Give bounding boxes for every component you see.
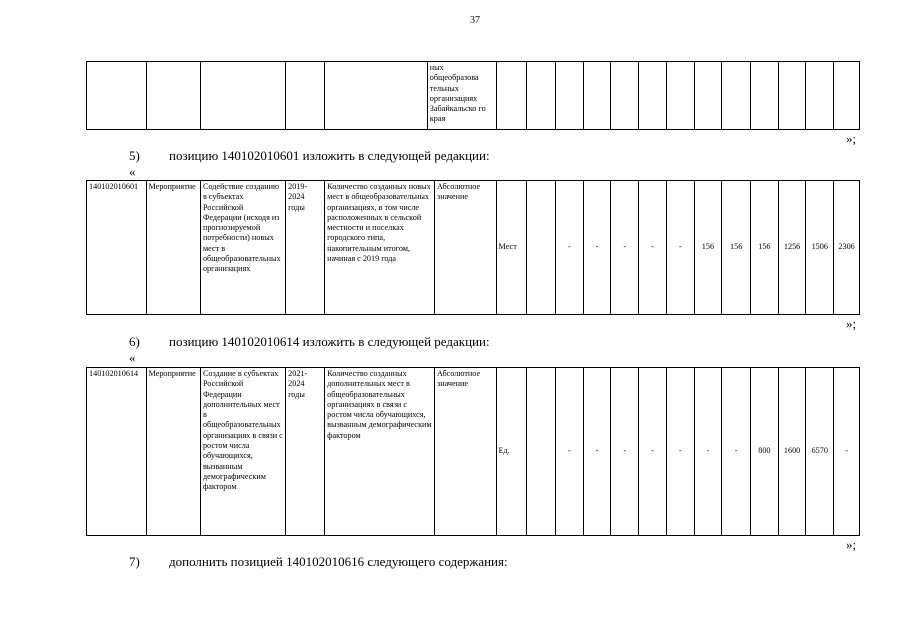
value-cell: 6570	[806, 368, 834, 536]
measure-cell: Абсолютное значение	[434, 181, 496, 315]
cell	[496, 62, 527, 130]
unit-cell: Ед.	[496, 368, 527, 536]
indicator-cell: ных общеобразова тельных организациях Забайкальско го края	[427, 62, 496, 130]
closing-quote: »;	[846, 316, 857, 331]
value-cell: -	[666, 181, 694, 315]
cell	[87, 62, 147, 130]
opening-quote: «	[129, 164, 136, 179]
cell	[834, 62, 860, 130]
period-cell: 2021-2024 годы	[286, 368, 325, 536]
value-cell	[527, 368, 556, 536]
value-cell: 1506	[806, 181, 834, 315]
item-7	[129, 554, 508, 570]
value-cell: -	[639, 181, 667, 315]
measure-cell: Абсолютное значение	[434, 368, 496, 536]
value-cell	[527, 181, 556, 315]
cell	[694, 62, 722, 130]
item-number: 6)	[129, 334, 140, 349]
item-5	[129, 148, 490, 164]
item-number: 7)	[129, 554, 140, 569]
value-cell: -	[583, 181, 611, 315]
item-text: дополнить позицией 140102010616 следующего содержания:	[169, 554, 508, 569]
value-cell: -	[834, 368, 860, 536]
item-text: позицию 140102010614 изложить в следующей редакции:	[169, 334, 490, 349]
cell	[325, 62, 428, 130]
cell	[556, 62, 584, 130]
value-cell: 1600	[778, 368, 806, 536]
cell	[722, 62, 751, 130]
value-cell: -	[722, 368, 751, 536]
value-cell: 1256	[778, 181, 806, 315]
value-cell: 156	[694, 181, 722, 315]
cell	[146, 62, 200, 130]
closing-quote: »;	[846, 537, 857, 552]
item-text: позицию 140102010601 изложить в следующей редакции:	[169, 148, 490, 163]
cell	[806, 62, 834, 130]
value-cell: -	[556, 181, 584, 315]
value-cell: 2306	[834, 181, 860, 315]
name-cell: Содействие созданию в субъектах Российской Федерации (исходя из прогнозируемой потребности) новых мест в общеобразовательных организациях	[200, 181, 285, 315]
value-cell: -	[556, 368, 584, 536]
code-cell: 140102010601	[87, 181, 147, 315]
value-cell: 800	[751, 368, 779, 536]
item-6	[129, 334, 490, 350]
value-cell: -	[583, 368, 611, 536]
value-cell: 156	[751, 181, 779, 315]
value-cell: -	[666, 368, 694, 536]
name-cell: Создание в субъектах Российской Федерации дополнительных мест в общеобразовательных организациях в связи с ростом числа обучающихся, вызванным демографическим фактором	[200, 368, 285, 536]
value-cell: -	[694, 368, 722, 536]
cell	[200, 62, 285, 130]
table-position-601	[86, 180, 860, 315]
unit-cell: Мест	[496, 181, 527, 315]
opening-quote: «	[129, 350, 136, 365]
indicator-cell: Количество созданных дополнительных мест в общеобразовательных организациях в связи с ростом числа обучающихся, вызванным демографическим фактором	[325, 368, 435, 536]
table-position-614	[86, 367, 860, 536]
value-cell: 156	[722, 181, 751, 315]
cell	[527, 62, 556, 130]
value-cell: -	[639, 368, 667, 536]
closing-quote: »;	[846, 131, 857, 146]
cell	[286, 62, 325, 130]
table-continuation	[86, 61, 860, 130]
page-number: 37	[470, 15, 480, 26]
value-cell: -	[611, 368, 639, 536]
cell	[751, 62, 779, 130]
cell	[583, 62, 611, 130]
indicator-cell: Количество созданных новых мест в общеобразовательных организациях, в том числе расположенных в сельской местности и поселках городского типа, накопительным итогом, начиная с 2019 года	[325, 181, 435, 315]
cell	[639, 62, 667, 130]
cell	[778, 62, 806, 130]
period-cell: 2019-2024 годы	[286, 181, 325, 315]
code-cell: 140102010614	[87, 368, 147, 536]
cell	[611, 62, 639, 130]
item-number: 5)	[129, 148, 140, 163]
type-cell: Мероприятие	[146, 368, 200, 536]
cell	[666, 62, 694, 130]
value-cell: -	[611, 181, 639, 315]
type-cell: Мероприятие	[146, 181, 200, 315]
